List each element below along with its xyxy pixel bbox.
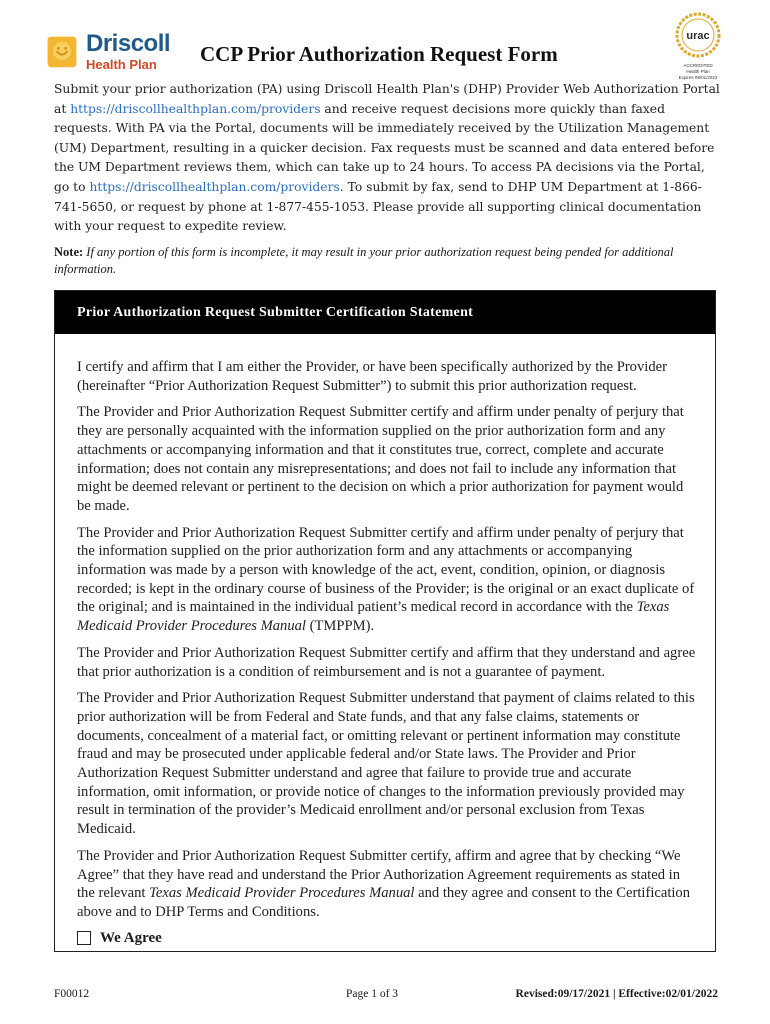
note <box>54 244 714 278</box>
revision-dates: Revised:09/17/2021 | Effective:02/01/2022 <box>515 988 718 1000</box>
certification-box <box>54 290 716 952</box>
page-number: Page 1 of 3 <box>346 988 399 1000</box>
intro-paragraph <box>54 80 720 237</box>
logo-sub: Health Plan <box>86 56 157 72</box>
urac-seal-text: urac <box>686 30 710 42</box>
cert-paragraph-1: I certify and affirm that I am either the Provider, or have been specifically authorized by the Provider (hereinafter “Prior Authorization Request Submitter”) to submit this prior authorization request. <box>77 359 667 394</box>
cert-paragraph-4: The Provider and Prior Authorization Request Submitter certify and affirm that they understand and agree that prior authorization is a condition of reimbursement and is not a guarantee of payment. <box>77 644 696 680</box>
urac-seal-icon <box>675 12 721 58</box>
we-agree-checkbox[interactable] <box>77 931 91 945</box>
cert-paragraph-6-text: The Provider and Prior Authorization Request Submitter certify, affirm and agree that by checking “We Agree” that they have read and understand the Prior Authorization Agreement requirements as stated in the relevant <box>77 847 681 902</box>
form-id: F00012 <box>54 988 90 1000</box>
tmppm-title-2: Texas Medicaid Provider Procedures Manual <box>149 885 415 902</box>
logo-name: Driscoll <box>86 29 171 57</box>
intro-text-1: Submit your prior authorization (PA) using Driscoll Health Plan's (DHP) Provider Web Authorization Portal at <box>54 82 720 116</box>
intro-text-2: and receive request decisions more quickly than faxed requests. With PA via the Portal, documents will be immediately received by the Utilization Management (UM) Department, resulting in a quicker decision. Fax requests must be scanned and data entered before the UM Department reviews them, which can take up to 24 hours. To access PA decisions via the Portal, go to <box>54 101 715 194</box>
certification-body <box>55 334 715 947</box>
cert-paragraph-2: The Provider and Prior Authorization Request Submitter certify and affirm under penalty of perjury that they are personally acquainted with the information supplied on the prior authorization form and any attachments or accompanying information and that it constitutes true, correct, complete and accurate information; does not contain any misrepresentations; and does not fail to include any information that might be deemed relevant or pertinent to the decision on which a prior authorization for payment would be made. <box>77 404 684 514</box>
urac-accredited: ACCREDITED <box>683 63 713 68</box>
intro-text-3: . To submit by fax, send to DHP UM Department at 1-866-741-5650, or request by phone at 1-877-455-1053. Please provide all supporting clinical documentation with your request to expedite review. <box>54 179 702 234</box>
tmppm-title: Texas Medicaid Provider Procedures Manual <box>77 599 670 635</box>
we-agree-row[interactable] <box>77 930 697 947</box>
page-title: CCP Prior Authorization Request Form <box>200 42 558 66</box>
providers-link-1[interactable]: https://driscollhealthplan.com/providers <box>70 101 321 116</box>
driscoll-logo <box>44 26 204 76</box>
cert-paragraph-3-end: (TMPPM). <box>305 618 375 635</box>
cert-paragraph-5: The Provider and Prior Authorization Request Submitter understand that payment of claims related to this prior authorization will be from Federal and State funds, and that any false claims, statements or documents, concealment of a material fact, or omitting relevant or pertinent information may constitute fraud and may be prosecuted under applicable federal and/or State laws. The Provider and Prior Authorization Request Submitter understand and agree that failure to provide true and accurate information, omit information, or provide notice of changes to the information previously provided may result in termination of the provider’s Medicaid enrollment and/or personal exclusion from Texas Medicaid. <box>77 690 695 838</box>
urac-health-plan: Health Plan <box>686 69 710 74</box>
cert-paragraph-6-end: and they agree and consent to the Certification above and to DHP Terms and Conditions. <box>77 885 691 920</box>
cert-paragraph-3 <box>77 524 697 636</box>
certification-header: Prior Authorization Request Submitter Certification Statement <box>55 291 715 334</box>
note-label: Note: <box>54 245 84 259</box>
we-agree-label: We Agree <box>100 929 162 946</box>
cert-paragraph-3-text: The Provider and Prior Authorization Request Submitter certify and affirm under penalty of perjury that the information supplied on the prior authorization form and any attachments or accompanying information was made by a person with knowledge of the act, event, condition, opinion, or diagnosis recorded; is kept in the ordinary course of business of the Provider; is the original or an exact duplicate of the original; and is maintained in the individual patient’s medical record in accordance with the <box>77 524 695 616</box>
cert-paragraph-6 <box>77 847 697 922</box>
note-text: If any portion of this form is incomplete, it may result in your prior authorization request being pended for additional information. <box>54 245 674 276</box>
urac-expires: Expires 09/01/2023 <box>678 75 718 80</box>
driscoll-sun-icon <box>44 31 80 71</box>
urac-badge <box>668 12 728 80</box>
providers-link-2[interactable]: https://driscollhealthplan.com/providers <box>89 179 340 194</box>
